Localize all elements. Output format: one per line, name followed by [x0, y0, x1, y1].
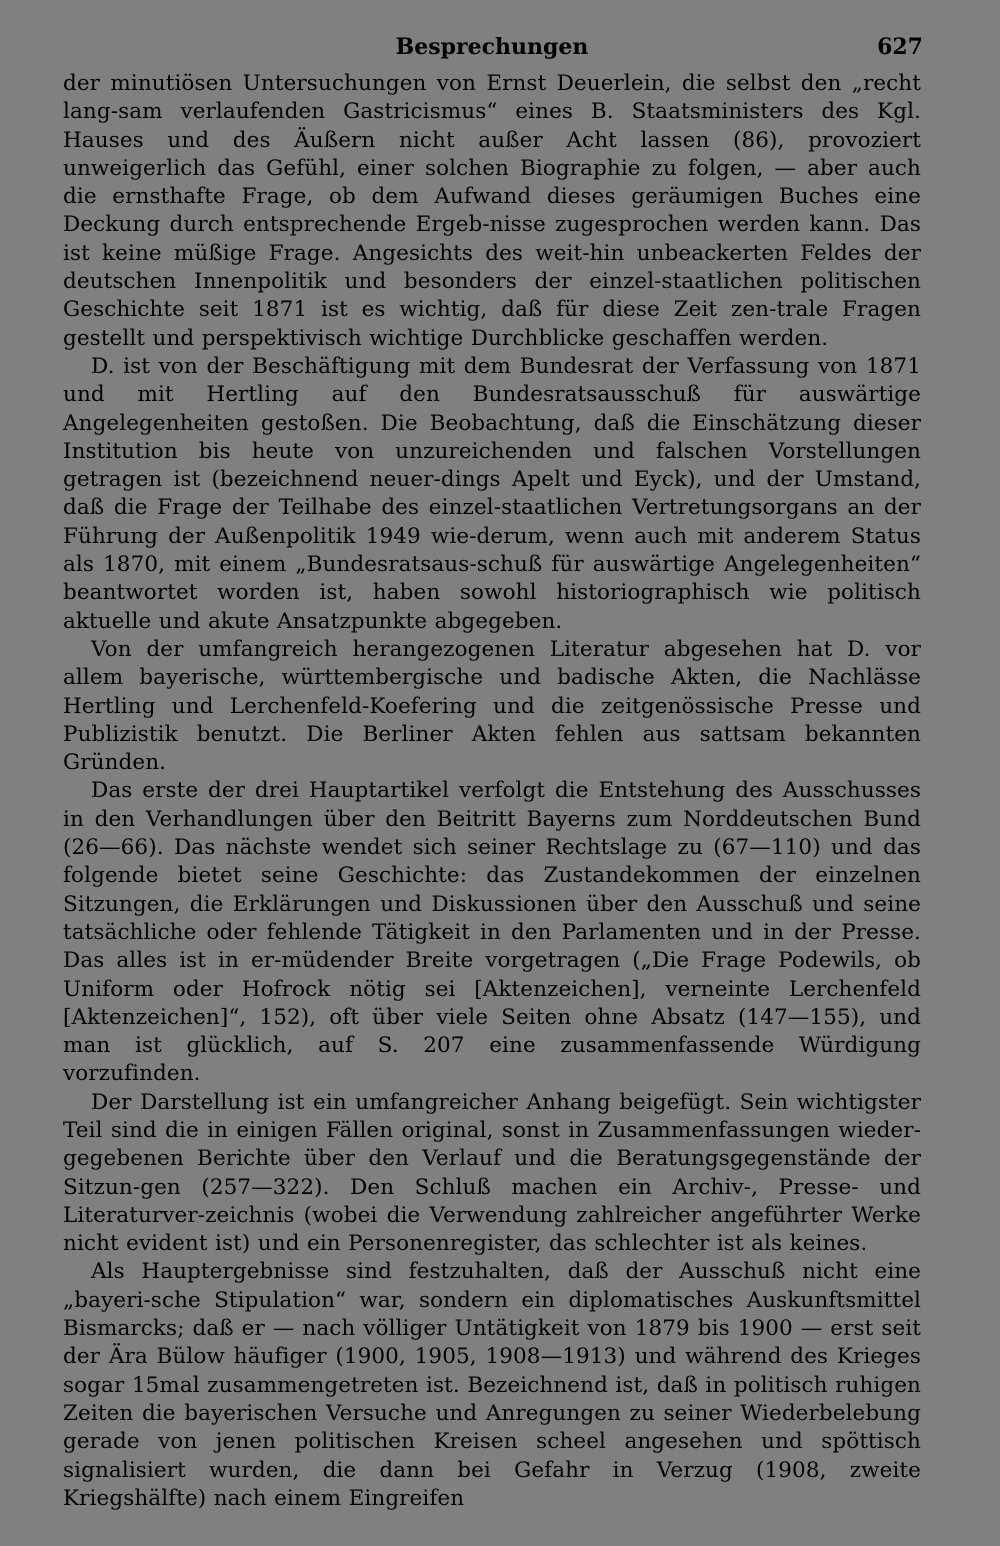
paragraph: Von der umfangreich herangezogenen Literatur abgesehen hat D. vor allem bayerische, württembergische und badische Akten, die Nachlässe Hertling und Lerchenfeld-Koefering und die zeitgenössische Presse und Publizistik benutzt. Die Berliner Akten fehlen aus sattsam bekannten Gründen.: [63, 636, 921, 776]
paragraph: Als Hauptergebnisse sind festzuhalten, daß der Ausschuß nicht eine „bayeri-sche Stipulation“ war, sondern ein diplomatisches Auskunftsmittel Bismarcks; daß er — nach völliger Untätigkeit von 1879 bis 1900 — erst seit der Ära Bülow häufiger (1900, 1905, 1908—1913) und während des Krieges sogar 15mal zusammengetreten ist. Bezeichnend ist, daß in politisch ruhigen Zeiten die bayerischen Versuche und Anregungen zu seiner Wiederbelebung gerade von jenen politischen Kreisen scheel angesehen und spöttisch signalisiert wurden, die dann bei Gefahr in Verzug (1908, zweite Kriegshälfte) nach einem Eingreifen: [63, 1259, 921, 1511]
paragraph: Der Darstellung ist ein umfangreicher Anhang beigefügt. Sein wichtigster Teil sind die in einigen Fällen original, sonst in Zusammenfassungen wieder-gegebenen Berichte über den Verlauf und die Beratungsgegenstände der Sitzun-gen (257—322). Den Schluß machen ein Archiv-, Presse- und Literaturver-zeichnis (wobei die Verwendung zahlreicher angeführter Werke nicht evident ist) und ein Personenregister, das schlechter ist als keines.: [63, 1089, 921, 1257]
paragraph: Das erste der drei Hauptartikel verfolgt die Entstehung des Ausschusses in den Verhandlungen über den Beitritt Bayerns zum Norddeutschen Bund (26—66). Das nächste wendet sich seiner Rechtslage zu (67—110) und das folgende bietet seine Geschichte: das Zustandekommen der einzelnen Sitzungen, die Erklärungen und Diskussionen über den Ausschuß und seine tatsächliche oder fehlende Tätigkeit in den Parlamenten und in der Presse. Das alles ist in er-müdender Breite vorgetragen („Die Frage Podewils, ob Uniform oder Hofrock nötig sei [Aktenzeichen], verneinte Lerchenfeld [Aktenzeichen]“, 152), oft über viele Seiten ohne Absatz (147—155), und man ist glücklich, auf S. 207 eine zusammenfassende Würdigung vorzufinden.: [63, 778, 921, 1087]
book-page: [63, 30, 921, 1513]
paragraph-continuation: der minutiösen Untersuchungen von Ernst Deuerlein, die selbst den „recht lang-sam verlaufenden Gastricismus“ eines B. Staatsministers des Kgl. Hauses und des Äußern nicht außer Acht lassen (86), provoziert unweigerlich das Gefühl, einer solchen Biographie zu folgen, — aber auch die ernsthafte Frage, ob dem Aufwand dieses geräumigen Buches eine Deckung durch entsprechende Ergeb-nisse zugesprochen werden kann. Das ist keine müßige Frage. Angesichts des weit-hin unbeackerten Feldes der deutschen Innenpolitik und besonders der einzel-staatlichen politischen Geschichte seit 1871 ist es wichtig, daß für diese Zeit zen-trale Fragen gestellt und perspektivisch wichtige Durchblicke geschaffen werden.: [63, 71, 921, 351]
running-header: [63, 30, 921, 70]
running-title: Besprechungen: [395, 34, 589, 60]
body-text: [63, 70, 921, 1513]
page-number: 627: [877, 34, 923, 60]
paragraph: D. ist von der Beschäftigung mit dem Bundesrat der Verfassung von 1871 und mit Hertling auf den Bundesratsausschuß für auswärtige Angelegenheiten gestoßen. Die Beobachtung, daß die Einschätzung dieser Institution bis heute von unzureichenden und falschen Vorstellungen getragen ist (bezeichnend neuer-dings Apelt und Eyck), und der Umstand, daß die Frage der Teilhabe des einzel-staatlichen Vertretungsorgans an der Führung der Außenpolitik 1949 wie-derum, wenn auch mit anderem Status als 1870, mit einem „Bundesratsaus-schuß für auswärtige Angelegenheiten“ beantwortet worden ist, haben sowohl historiographisch wie politisch aktuelle und akute Ansatzpunkte abgegeben.: [63, 353, 921, 634]
